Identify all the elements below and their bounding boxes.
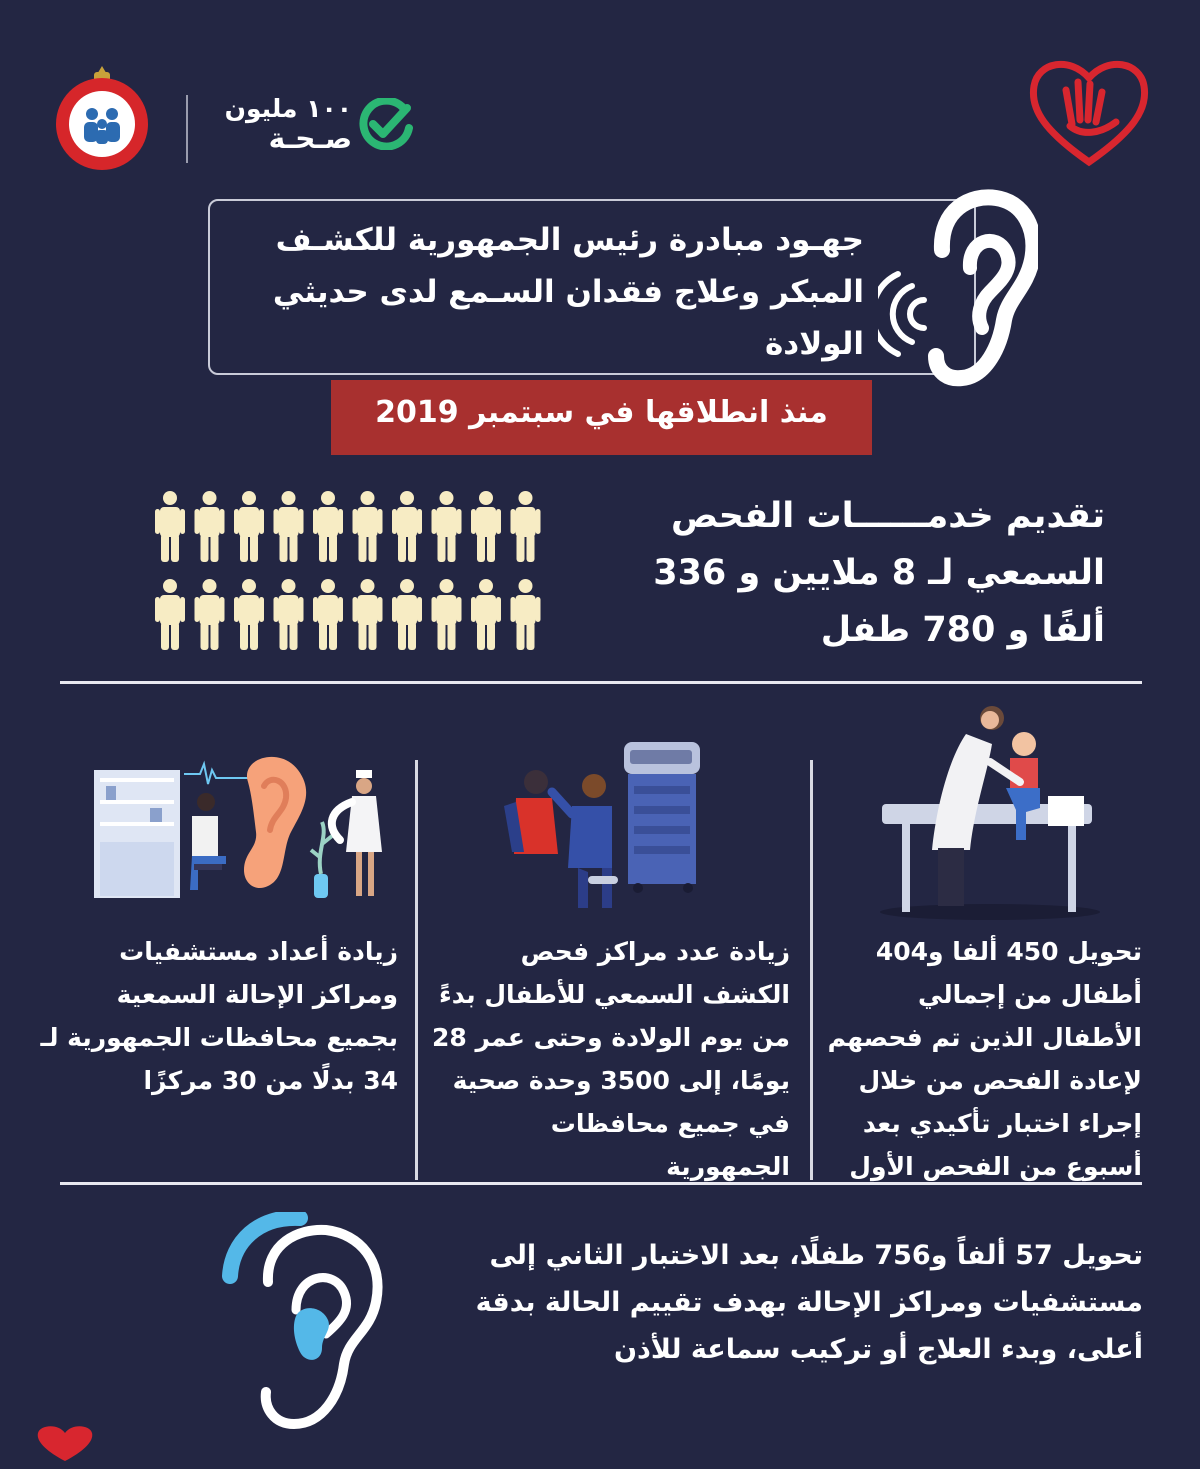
- screening-stat-text: تقديم خدمــــــات الفحص السمعي لـ 8 ملايين و 336 ألفًا و 780 طفل: [653, 496, 1105, 650]
- ear-sound-icon: [878, 180, 1038, 395]
- hearing-test-device-illustration: [498, 736, 710, 922]
- person-icon: [195, 491, 225, 562]
- person-icon: [392, 579, 422, 650]
- referral-stat-text: تحويل 57 ألفاً و756 طفلًا، بعد الاختبار الثاني إلى مستشفيات ومراكز الإحالة بهدف تقييم الحالة بدقة أعلى، وبدء العلاج أو تركيب سماعة للأذن: [475, 1240, 1143, 1365]
- person-icon: [234, 579, 264, 650]
- program-name-line2: صـحـة: [268, 122, 352, 155]
- people-icons-grid: [152, 490, 547, 650]
- column-divider-left: [415, 760, 418, 1180]
- page-title: جهـود مبادرة رئيس الجمهورية للكشـف المبكر وعلاج فقدان السـمع لدى حديثي الولادة: [272, 222, 864, 362]
- person-icon: [353, 579, 383, 650]
- doctor-examining-child-illustration: [878, 700, 1103, 920]
- heart-hand-logo-icon: [1026, 52, 1152, 170]
- person-icon: [234, 491, 264, 562]
- person-icon: [274, 491, 304, 562]
- section-divider-top: [60, 681, 1142, 684]
- person-icon: [155, 491, 185, 562]
- person-icon: [511, 491, 541, 562]
- column-divider-right: [810, 760, 813, 1180]
- person-icon: [313, 579, 343, 650]
- program-name-line1: ١٠٠ مليون: [224, 94, 352, 123]
- hospital-ear-illustration: [90, 752, 390, 902]
- person-icon: [274, 579, 304, 650]
- 100-million-health-logo: [225, 92, 420, 154]
- column-2-text: زيادة عدد مراكز فحص الكشف السمعي للأطفال بدءً من يوم الولادة وحتى عمر 28 يومًا، إلى 3500 وحدة صحية في جميع محافظات الجمهورية: [432, 937, 790, 1181]
- column-3-text: زيادة أعداد مستشفيات ومراكز الإحالة السمعية بجميع محافظات الجمهورية لـ 34 بدلًا من 30 مركزًا: [40, 937, 398, 1095]
- checkmark-icon: [357, 98, 415, 150]
- person-icon: [353, 491, 383, 562]
- ministry-of-health-logo: [48, 62, 156, 174]
- person-icon: [313, 491, 343, 562]
- person-icon: [432, 491, 462, 562]
- heart-hand-logo-icon: [30, 1425, 100, 1465]
- column-1-text: تحويل 450 ألفا و404 أطفال من إجمالي الأطفال الذين تم فحصهم لإعادة الفحص من خلال إجراء اختبار تأكيدي بعد أسبوع من الفحص الأول: [827, 937, 1142, 1181]
- person-icon: [392, 491, 422, 562]
- hearing-aid-ear-icon: [222, 1212, 392, 1434]
- person-icon: [471, 579, 501, 650]
- person-icon: [155, 579, 185, 650]
- section-divider-bottom: [60, 1182, 1142, 1185]
- person-icon: [195, 579, 225, 650]
- person-icon: [471, 491, 501, 562]
- person-icon: [511, 579, 541, 650]
- header-divider: [186, 95, 188, 163]
- person-icon: [432, 579, 462, 650]
- date-banner-text: منذ انطلاقها في سبتمبر 2019: [375, 395, 828, 430]
